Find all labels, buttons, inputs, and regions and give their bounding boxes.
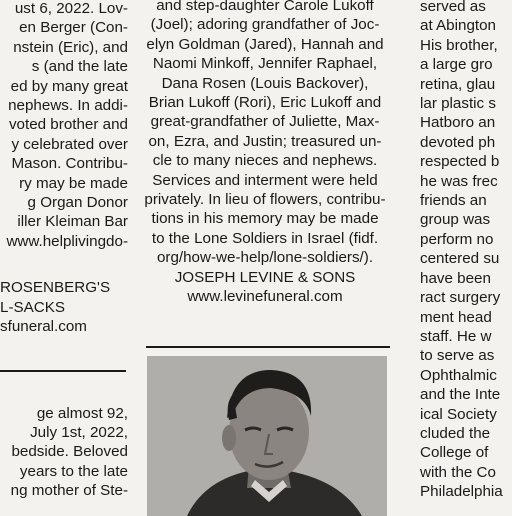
funeral-home-url: www.levinefuneral.com: [187, 288, 343, 306]
text-line: nephews. In addi-: [8, 97, 128, 115]
text-line: Philadelphia: [420, 483, 503, 501]
text-line: July 1st, 2022,: [30, 423, 128, 441]
left-funeral-home-block: [0, 278, 128, 336]
text-line: a large gro: [420, 56, 493, 74]
text-line: cluded the: [420, 424, 491, 442]
text-line: retina, glau: [420, 75, 496, 93]
text-line: Hatboro an: [420, 114, 496, 132]
right-obituary-column: [420, 0, 512, 502]
text-line: ed by many great: [10, 77, 128, 95]
text-line: His brother,: [420, 36, 498, 54]
text-line: and step-daughter Carole Lukoff: [156, 0, 374, 14]
text-line: Ophthalmic: [420, 366, 497, 384]
text-line: ust 6, 2022. Lov-: [14, 0, 128, 17]
text-line: ge almost 92,: [36, 404, 128, 422]
text-line: staff. He w: [420, 327, 492, 345]
text-line: ng mother of Ste-: [10, 482, 128, 500]
left-obituary-text-bottom: [0, 404, 128, 501]
text-line: with the Co: [420, 463, 496, 481]
text-line: org/how-we-help/lone-soldiers/).: [156, 249, 374, 267]
text-line: y celebrated over: [11, 135, 128, 153]
text-line: at Abington: [420, 17, 497, 35]
text-line: and the Inte: [420, 386, 501, 404]
section-divider-rule: [146, 346, 390, 348]
text-line: devoted ph: [420, 133, 496, 151]
text-line: great-grandfather of Juliette, Max-: [150, 113, 380, 131]
text-line: Naomi Minkoff, Jennifer Raphael,: [152, 55, 378, 73]
column-divider-rule: [0, 370, 126, 372]
text-line: privately. In lieu of flowers, contribu-: [144, 191, 386, 209]
text-line: Mason. Contribu-: [11, 155, 128, 173]
middle-obituary-column: [140, 0, 390, 307]
obituary-portrait-photo: [147, 356, 387, 516]
text-line: to the Lone Soldiers in Israel (fidf.: [151, 229, 379, 247]
text-line: iller Kleiman Bar: [17, 213, 128, 231]
funeral-home-line: ROSENBERG'S: [0, 279, 111, 297]
text-line: bedside. Beloved: [11, 443, 128, 461]
text-line: centered su: [420, 250, 500, 268]
text-line: (Joel); adoring grandfather of Joc-: [150, 16, 380, 34]
text-line: www.helplivingdo-: [6, 232, 128, 250]
funeral-home-line: L-SACKS: [0, 298, 65, 316]
text-line: ment head: [420, 308, 492, 326]
left-obituary-column: [0, 0, 128, 501]
text-line: elyn Goldman (Jared), Hannah and: [146, 35, 384, 53]
text-line: tions in his memory may be made: [151, 210, 379, 228]
text-line: served as: [420, 0, 486, 15]
text-line: lar plastic s: [420, 95, 496, 113]
text-line: en Berger (Con-: [19, 19, 128, 37]
funeral-home-name: JOSEPH LEVINE & SONS: [174, 268, 356, 286]
left-obituary-text-top: [0, 0, 128, 251]
text-line: ract surgery: [420, 289, 501, 307]
text-line: Dana Rosen (Louis Backover),: [161, 74, 369, 92]
text-line: years to the late: [19, 462, 128, 480]
text-line: ry may be made: [19, 174, 128, 192]
text-line: voted brother and: [8, 116, 128, 134]
text-line: on, Ezra, and Justin; treasured un-: [148, 132, 382, 150]
text-line: perform no: [420, 230, 494, 248]
text-line: g Organ Donor: [27, 194, 128, 212]
text-line: College of: [420, 444, 489, 462]
text-line: friends an: [420, 192, 487, 210]
portrait-image: [147, 356, 387, 516]
text-line: nstein (Eric), and: [13, 38, 128, 56]
text-line: group was: [420, 211, 491, 229]
text-line: Services and interment were held: [152, 171, 378, 189]
text-line: to serve as: [420, 347, 495, 365]
text-line: respected b: [420, 153, 500, 171]
text-line: have been: [420, 269, 491, 287]
text-line: s (and the late: [31, 58, 128, 76]
text-line: cle to many nieces and nephews.: [152, 152, 378, 170]
funeral-home-url: sfuneral.com: [0, 318, 87, 336]
text-line: ical Society: [420, 405, 497, 423]
text-line: he was frec: [420, 172, 498, 190]
text-line: Brian Lukoff (Rori), Eric Lukoff and: [148, 94, 382, 112]
